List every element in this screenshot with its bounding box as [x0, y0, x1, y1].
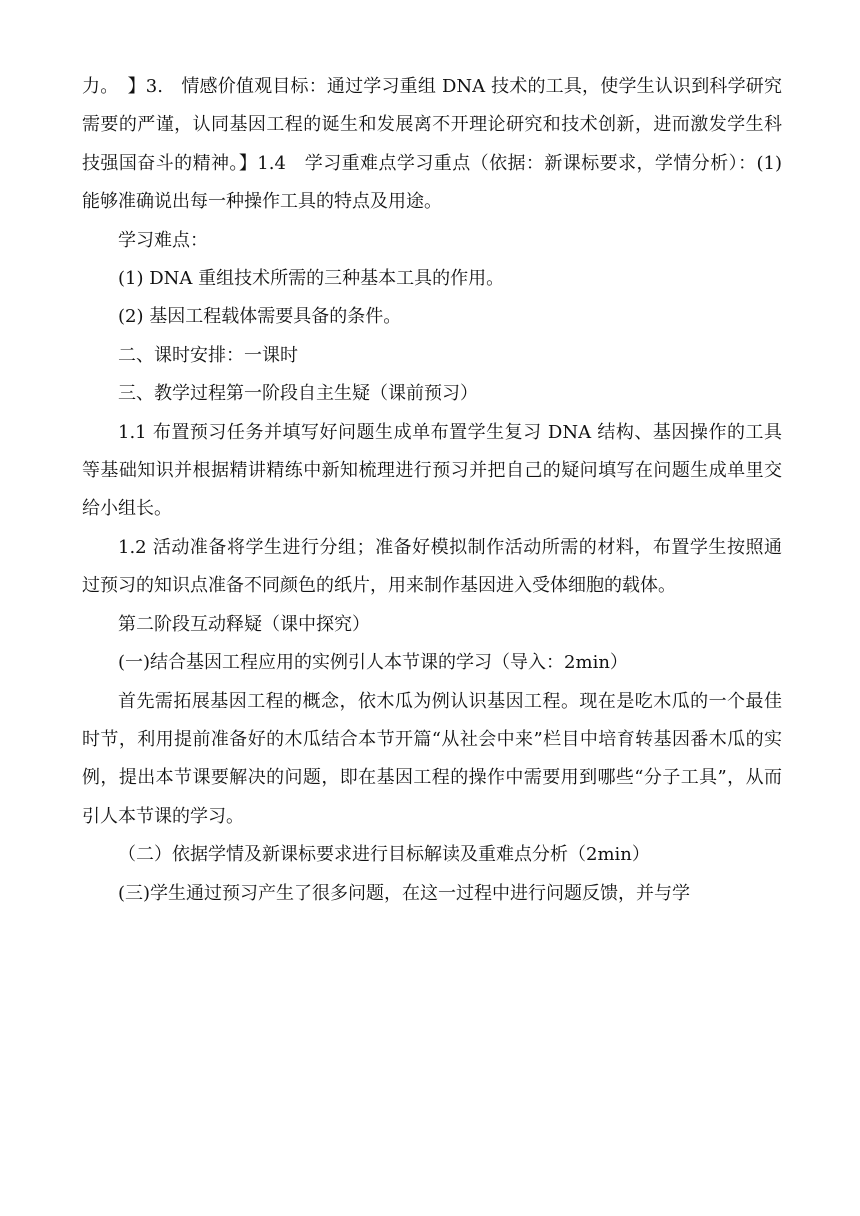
paragraph-process-heading: 三、教学过程第一阶段自主生疑（课前预习） [118, 383, 478, 405]
paragraph-task-1-1: 1.1 布置预习任务并填写好问题生成单布置学生复习 DNA 结构、基因操作的工具等基础知识并根据精讲精练中新知梳理进行预习并把自己的疑问填写在问题生成单里交给小组长。 [82, 421, 782, 520]
paragraph-difficulty-2: (2) 基因工程载体需要具备的条件。 [118, 306, 402, 328]
paragraph-difficulty-heading: 学习难点： [118, 229, 208, 251]
paragraph-task-1-2: 1.2 活动准备将学生进行分组；准备好模拟制作活动所需的材料，布置学生按照通过预习的知识点准备不同颜色的纸片，用来制作基因进入受体细胞的载体。 [82, 536, 782, 597]
paragraph-schedule: 二、课时安排：一课时 [118, 344, 298, 366]
paragraph-stage-2-heading: 第二阶段互动释疑（课中探究） [118, 613, 370, 635]
paragraph-feedback: (三)学生通过预习产生了很多问题，在这一过程中进行问题反馈，并与学 [118, 882, 691, 904]
paragraph-goal-analysis: （二）依据学情及新课标要求进行目标解读及重难点分析（2min） [118, 844, 650, 866]
paragraph-intro-body: 首先需拓展基因工程的概念，依木瓜为例认识基因工程。现在是吃木瓜的一个最佳时节，利用提前准备好的木瓜结合本节开篇“从社会中来”栏目中培育转基因番木瓜的实例，提出本节课要解决的问题，即在基因工程的操作中需要用到哪些“分子工具”，从而引人本节课的学习。 [82, 690, 782, 827]
paragraph-objectives-continued: 力。 】3. 情感价值观目标：通过学习重组 DNA 技术的工具，使学生认识到科学研究需要的严谨，认同基因工程的诞生和发展离不开理论研究和技术创新，进而激发学生科技强国奋斗的精神。】1.4 学习重难点学习重点（依据：新课标要求，学情分析）：(1) 能够准确说出每一种操作工具的特点及用途。 [82, 76, 782, 213]
paragraph-intro-heading: (一)结合基因工程应用的实例引人本节课的学习（导入：2min） [118, 652, 628, 674]
document-body [82, 68, 782, 913]
paragraph-difficulty-1: (1) DNA 重组技术所需的三种基本工具的作用。 [118, 268, 505, 290]
